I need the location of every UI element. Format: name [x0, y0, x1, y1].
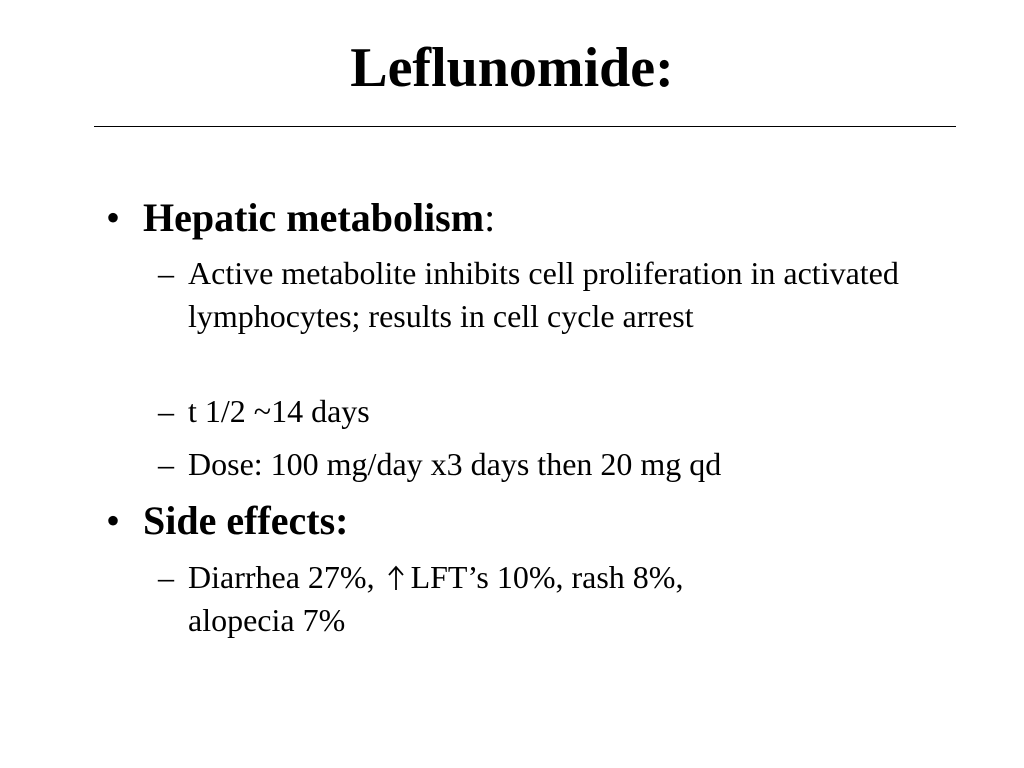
side-effect-lft-rash: LFT’s 10%, rash 8%, [410, 559, 684, 595]
section-heading [143, 498, 943, 544]
section-heading [143, 195, 943, 241]
dash-icon: – [158, 446, 174, 482]
side-effect-alopecia: alopecia 7% [188, 602, 346, 638]
sub-item-text: t 1/2 ~14 days [188, 393, 370, 429]
section-heading-text: Side effects: [143, 498, 349, 543]
section-heading-colon: : [484, 195, 496, 240]
title-divider [94, 126, 956, 127]
dash-icon: – [158, 393, 174, 429]
bullet-icon: • [106, 195, 121, 240]
sub-item-text [188, 556, 928, 642]
section-heading-text: Hepatic metabolism [143, 195, 485, 240]
up-arrow-icon [387, 565, 405, 591]
dash-icon: – [158, 255, 174, 291]
slide-title: Leflunomide: [350, 37, 674, 99]
dash-icon: – [158, 559, 174, 595]
sub-item-text: Active metabolite inhibits cell proliferation in activated lymphocytes; results in cell cycle arrest [188, 255, 899, 334]
side-effect-diarrhea: Diarrhea 27%, [188, 559, 375, 595]
bullet-icon: • [106, 498, 121, 543]
sub-item-text: Dose: 100 mg/day x3 days then 20 mg qd [188, 446, 722, 482]
